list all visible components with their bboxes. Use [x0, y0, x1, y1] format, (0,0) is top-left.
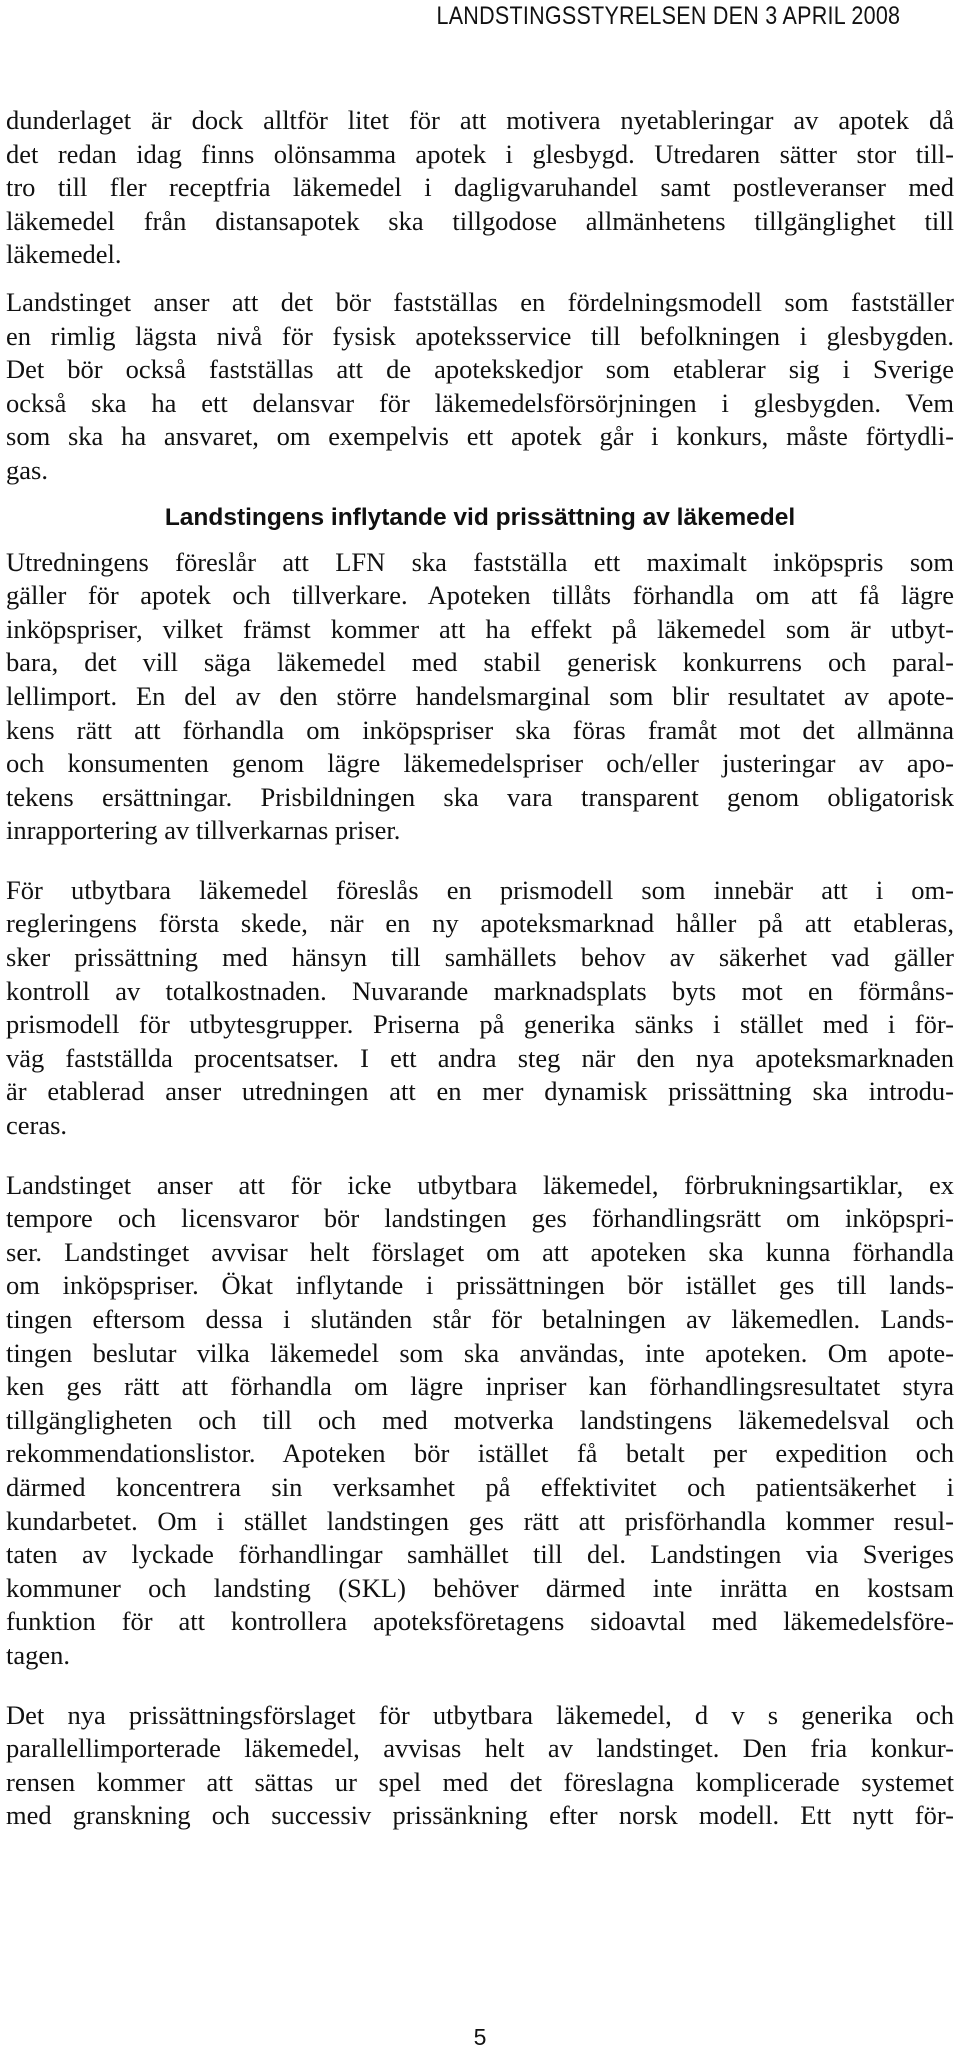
text-line: tingen eftersom dessa i slutänden står för betalningen av läkemedlen. Lands- [6, 1304, 954, 1334]
text-line: om inköpspriser. Ökat inflytande i prissättningen bör istället ges till lands- [6, 1270, 954, 1301]
text-line: rekommendationslistor. Apoteken bör istället få betalt per expedition och [6, 1438, 954, 1469]
text-line: med granskning och successiv prissänkning efter norsk modell. Ett nytt för- [6, 1800, 954, 1831]
text-line: är etablerad anser utredningen att en mer dynamisk prissättning ska introdu- [6, 1076, 954, 1107]
text-line: gäller för apotek och tillverkare. Apoteken tillåts förhandla om att få lägre [6, 580, 954, 611]
text-line: Det nya prissättningsförslaget för utbytbara läkemedel, d v s generika och [6, 1699, 954, 1730]
text-line: funktion för att kontrollera apoteksföretagens sidoavtal med läkemedelsföre- [6, 1606, 954, 1637]
paragraph-spacer [6, 272, 954, 286]
text-line: sker prissättning med hänsyn till samhällets behov av säkerhet vad gäller [6, 942, 954, 973]
paragraph-prismodell [6, 874, 954, 1143]
text-line: Landstinget anser att för icke utbytbara läkemedel, förbrukningsartiklar, ex [6, 1169, 954, 1200]
text-line: prismodell för utbytesgrupper. Priserna på generika sänks i stället med i för- [6, 1009, 954, 1040]
text-line: ken ges rätt att förhandla om lägre inpriser kan förhandlingsresultatet styra [6, 1371, 954, 1402]
page-number: 5 [473, 2024, 487, 2050]
running-header: LANDSTINGSSTYRELSEN DEN 3 APRIL 2008 [436, 2, 900, 30]
text-line: parallellimporterade läkemedel, avvisas helt av landstinget. Den fria konkur- [6, 1733, 954, 1764]
paragraph-forhandlingsratt [6, 1169, 954, 1673]
document-body [6, 104, 954, 1833]
text-line: ser. Landstinget avvisar helt förslaget om att apoteken ska kunna förhandla [6, 1236, 954, 1267]
text-line: läkemedel. [6, 239, 122, 270]
text-line: rensen kommer att sättas ur spel med det föreslagna komplicerade systemet [6, 1766, 954, 1797]
text-line: kundarbetet. Om i stället landstingen ges rätt att prisförhandla kommer resul- [6, 1505, 954, 1536]
text-line: tillgängligheten och till och med motverka landstingens läkemedelsval och [6, 1404, 954, 1435]
paragraph-glesbygd-intro [6, 104, 954, 272]
text-line: Landstinget anser att det bör fastställas en fördelningsmodell som fastställer [6, 286, 954, 317]
text-line: tro till fler receptfria läkemedel i dagligvaruhandel samt postleveranser med [6, 172, 954, 203]
text-line: tekens ersättningar. Prisbildningen ska vara transparent genom obligatorisk [6, 781, 954, 812]
text-line: också ska ha ett delansvar för läkemedelsförsörjningen i glesbygden. Vem [6, 387, 954, 418]
text-line: tingen beslutar vilka läkemedel som ska användas, inte apoteken. Om apote- [6, 1337, 954, 1368]
paragraph-spacer [6, 1143, 954, 1169]
text-line: och konsumenten genom lägre läkemedelspriser och/eller justeringar av apo- [6, 748, 954, 779]
text-line: det redan idag finns olönsamma apotek i glesbygd. Utredaren sätter stor till- [6, 138, 954, 169]
text-line: dunderlaget är dock alltför litet för att motivera nyetableringar av apotek då [6, 105, 954, 135]
text-line: tempore och licensvaror bör landstingen ges förhandlingsrätt om inköpspri- [6, 1203, 954, 1234]
text-line: regleringens första skede, när en ny apoteksmarknad håller på att etableras, [6, 908, 954, 939]
section-heading: Landstingens inflytande vid prissättning av läkemedel [164, 503, 796, 531]
text-line: kens rätt att förhandla om inköpspriser ska föras framåt mot det allmänna [6, 714, 954, 745]
text-line: Det bör också fastställas att de apotekskedjor som etablerar sig i Sverige [6, 354, 954, 385]
paragraph-spacer [6, 1673, 954, 1699]
paragraph-fordelningsmodell [6, 286, 954, 488]
paragraph-prissattningsforslag [6, 1699, 954, 1833]
text-line: kommuner och landsting (SKL) behöver därmed inte inrätta en kostsam [6, 1572, 954, 1603]
text-line: Utredningens föreslår att LFN ska fastställa ett maximalt inköpspris som [6, 546, 954, 577]
text-line: kontroll av totalkostnaden. Nuvarande marknadsplats byts mot en förmåns- [6, 975, 954, 1006]
text-line: som ska ha ansvaret, om exempelvis ett apotek går i konkurs, måste förtydli- [6, 421, 954, 452]
text-line: inrapportering av tillverkarnas priser. [6, 815, 401, 846]
paragraph-inkopspris [6, 546, 954, 848]
text-line: därmed koncentrera sin verksamhet på effektivitet och patientsäkerhet i [6, 1471, 954, 1502]
text-line: läkemedel från distansapotek ska tillgodose allmänhetens tillgänglighet till [6, 205, 954, 236]
text-line: gas. [6, 454, 48, 485]
text-line: För utbytbara läkemedel föreslås en prismodell som innebär att i om- [6, 874, 954, 905]
text-line: ceras. [6, 1110, 68, 1141]
paragraph-spacer [6, 848, 954, 874]
text-line: lellimport. En del av den större handelsmarginal som blir resultatet av apote- [6, 680, 954, 711]
text-line: en rimlig lägsta nivå för fysisk apoteksservice till befolkningen i glesbygden. [6, 320, 954, 351]
text-line: inköpspriser, vilket främst kommer att ha effekt på läkemedel som är utbyt- [6, 613, 954, 644]
text-line: taten av lyckade förhandlingar samhället till del. Landstingen via Sveriges [6, 1539, 954, 1570]
text-line: tagen. [6, 1639, 71, 1670]
text-line: bara, det vill säga läkemedel med stabil generisk konkurrens och paral- [6, 647, 954, 678]
text-line: väg fastställda procentsatser. I ett andra steg när den nya apoteksmarknaden [6, 1042, 954, 1073]
